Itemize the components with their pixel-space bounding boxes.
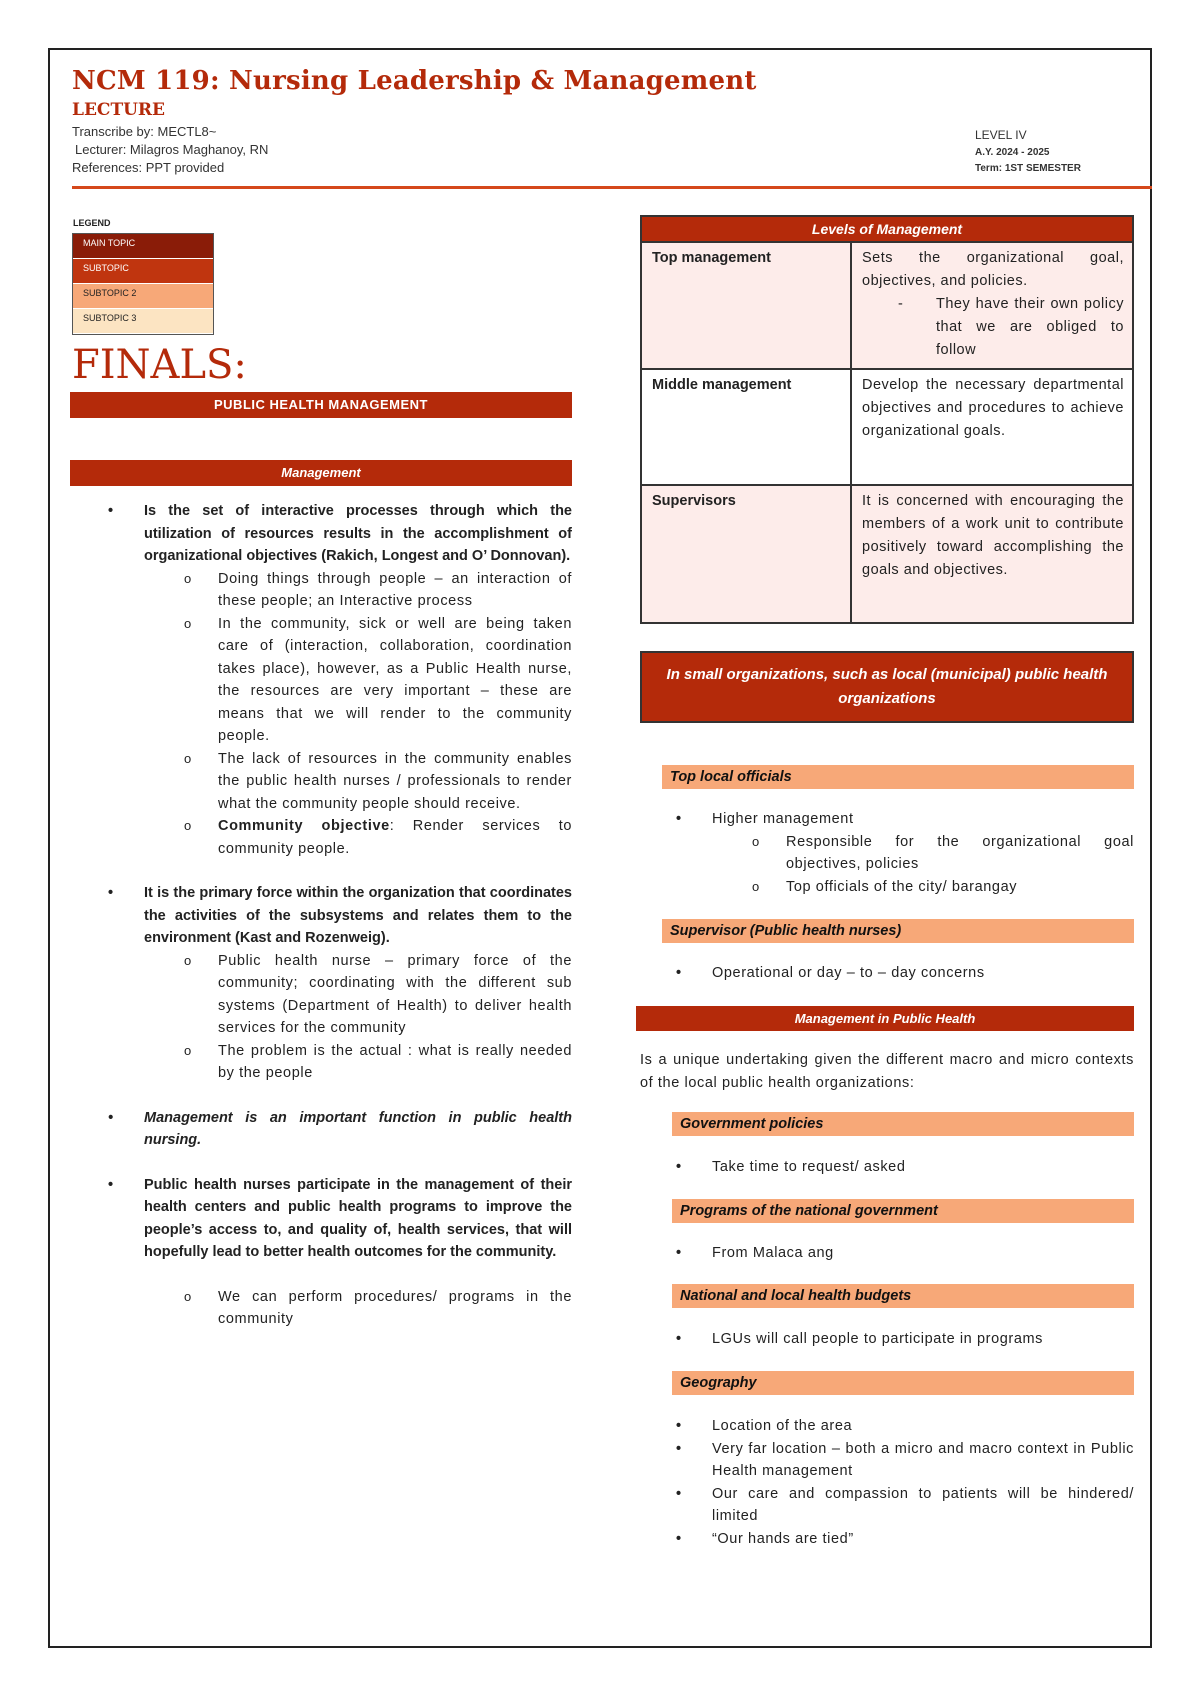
list-item: o The problem is the actual : what is really needed by the people [184, 1042, 572, 1081]
mgmt-public-health-heading: Management in Public Health [636, 1006, 1134, 1031]
levels-table [640, 215, 1134, 624]
list-item: • From Malaca ang [676, 1245, 834, 1261]
list-item: o We can perform procedures/ programs in the community [184, 1288, 572, 1327]
list-item: • Is the set of interactive processes through which the utilization of resources results in the accomplishment of organizational objectives (Rakich, Longest and O’ Donnovan). [108, 503, 572, 564]
legend-title: LEGEND [73, 218, 111, 228]
list-item: o Public health nurse – primary force of the community; coordinating with the different sub systems (Department of Health) to deliver health services for the community [184, 952, 572, 1036]
list-item: • Operational or day – to – day concerns [676, 965, 985, 981]
list-item: • Take time to request/ asked [676, 1159, 906, 1175]
gov-policies-heading: Government policies [672, 1112, 1134, 1136]
table-cell-desc: Sets the organizational goal, objectives, and policies. - They have their own policy that we are obliged to follow [851, 242, 1133, 369]
gov-policies-list [640, 1156, 1134, 1179]
list-item: o The lack of resources in the community enables the public health nurses / professionals to render what the community people should receive. [184, 750, 572, 812]
list-item: • Higher management [676, 811, 854, 827]
table-cell-key: Top management [641, 242, 851, 369]
programs-list [640, 1242, 1134, 1265]
lecture-label: LECTURE [72, 100, 166, 120]
levels-table-title: Levels of Management [641, 216, 1133, 242]
table-cell-key: Supervisors [641, 485, 851, 623]
budgets-list [640, 1328, 1134, 1351]
top-local-list [640, 808, 1134, 898]
table-cell-key: Middle management [641, 369, 851, 485]
list-item: • “Our hands are tied” [676, 1530, 854, 1547]
legend-subtopic: SUBTOPIC [73, 259, 213, 284]
table-row [641, 369, 1133, 485]
table-row [641, 242, 1133, 369]
list-item: • LGUs will call people to participate in programs [676, 1331, 1044, 1347]
list-item: • Location of the area [676, 1418, 853, 1434]
lecturer: Lecturer: Milagros Maghanoy, RN [75, 142, 269, 157]
transcriber: Transcribe by: MECTL8~ [72, 124, 217, 139]
level: LEVEL IV [975, 128, 1027, 142]
list-item: • Public health nurses participate in the management of their health centers and public health programs to improve the people’s access to, and quality of, health services, that will hopefully lead to better health outcomes for the community. [108, 1176, 572, 1260]
list-item: o Top officials of the city/ barangay [752, 878, 1018, 895]
references: References: PPT provided [72, 160, 225, 175]
table-cell-desc: Develop the necessary departmental objectives and procedures to achieve organizational goals. [851, 369, 1133, 485]
list-item: o Responsible for the organizational goal objectives, policies [752, 833, 1134, 872]
legend [72, 233, 214, 335]
finals-heading: FINALS: [72, 342, 247, 388]
list-item: o Doing things through people – an interaction of these people; an Interactive process [184, 570, 572, 609]
mgmt-public-health-text: Is a unique undertaking given the different macro and micro contexts of the local public health organizations: [640, 1052, 1134, 1091]
main-topic-bar: PUBLIC HEALTH MANAGEMENT [70, 392, 572, 418]
course-title: NCM 119: Nursing Leadership & Management [72, 66, 757, 96]
programs-heading: Programs of the national government [672, 1199, 1134, 1223]
list-item: o Community objective: Render services to community people. [184, 818, 572, 857]
academic-year: A.Y. 2024 - 2025 [975, 147, 1050, 158]
header-divider [72, 186, 1152, 189]
term: Term: 1ST SEMESTER [975, 163, 1081, 174]
supervisor-heading: Supervisor (Public health nurses) [662, 919, 1134, 943]
legend-subtopic-3: SUBTOPIC 3 [73, 309, 213, 334]
top-local-heading: Top local officials [662, 765, 1134, 789]
management-list [72, 500, 572, 1331]
list-item: o In the community, sick or well are being taken care of (interaction, collaboration, coordination takes place), however, as a Public Health nurse, the resources are very important – these are means that we will render to the community people. [184, 615, 572, 744]
supervisor-list [640, 962, 1134, 985]
small-org-box: In small organizations, such as local (municipal) public health organizations [640, 651, 1134, 723]
list-item: • Very far location – both a micro and macro context in Public Health management [676, 1440, 1134, 1479]
geography-heading: Geography [672, 1371, 1134, 1395]
budgets-heading: National and local health budgets [672, 1284, 1134, 1308]
list-item: • Management is an important function in public health nursing. [108, 1109, 572, 1148]
management-heading: Management [70, 460, 572, 486]
geography-list [640, 1415, 1134, 1550]
legend-main-topic: MAIN TOPIC [73, 234, 213, 259]
list-item: • It is the primary force within the organization that coordinates the activities of the subsystems and relates them to the environment (Kast and Rozenweig). [108, 885, 572, 946]
legend-subtopic-2: SUBTOPIC 2 [73, 284, 213, 309]
table-row [641, 485, 1133, 623]
table-cell-desc: It is concerned with encouraging the members of a work unit to contribute positively toward accomplishing the goals and objectives. [851, 485, 1133, 623]
list-item: • Our care and compassion to patients will be hindered/ limited [676, 1485, 1134, 1524]
